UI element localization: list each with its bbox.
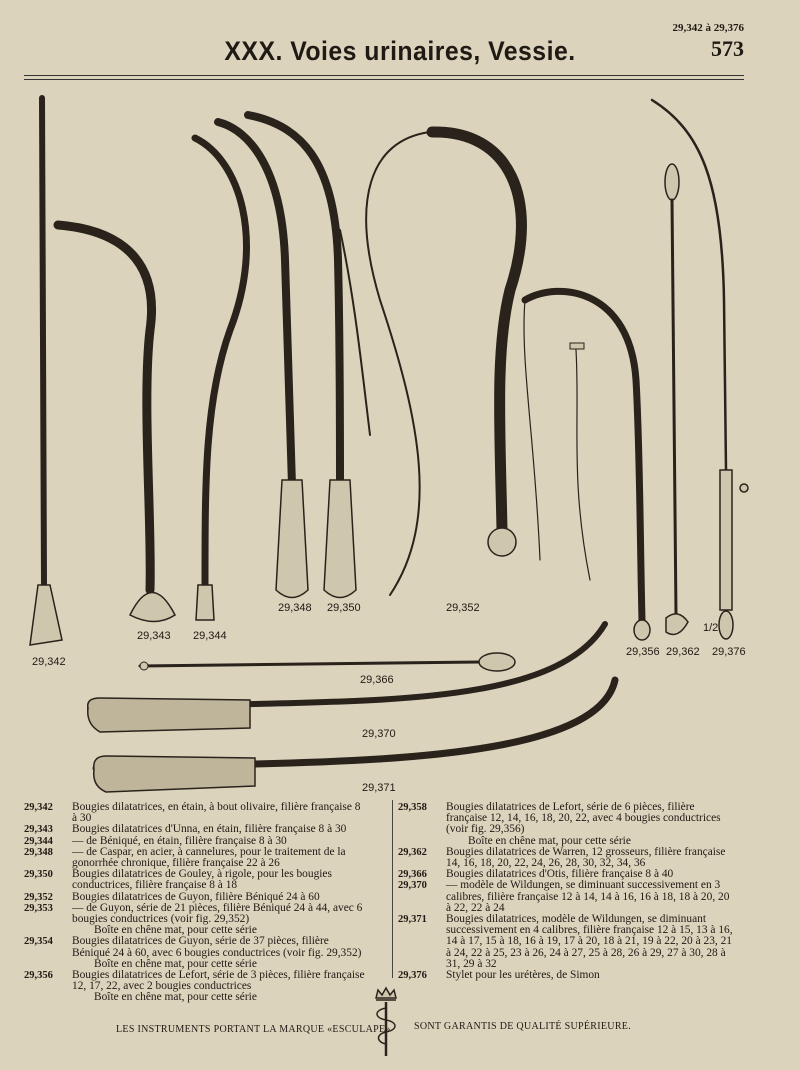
catalog-entry: 29,354 Bougies dilatatrices de Guyon, série de 37 pièces, filière Béniqué 24 à 60, avec 6 bougies conductrices (voir fig. 29,352) xyxy=(24,935,362,959)
figure-label: 29,362 xyxy=(666,646,700,658)
figure-label: 29,376 xyxy=(712,646,746,658)
catalog-entry-box: Boîte en chêne mat, pour cette série xyxy=(94,957,257,970)
figure-label: 29,356 xyxy=(626,646,660,658)
catalog-entry: 29,371 Bougies dilatatrices, modèle de Wildungen, se diminuant successivement en 4 calibres, filière française 12 à 15, 13 à 16, 14 à 17, 15 à 18, 16 à 19, 17 à 20, 18 à 21, 19 à 22, 20 à 23, 21 à 24, 22 à 25, 23 à 26, 24 à 27, 25 à 28, 26 à 29, 27 à 30, 28 à 31, 29 à 32 xyxy=(398,913,733,970)
column-divider xyxy=(392,800,393,978)
footer-text-left: LES INSTRUMENTS PORTANT LA MARQUE «ESCULAPE» xyxy=(116,1024,391,1035)
catalog-entry-box: Boîte en chêne mat, pour cette série xyxy=(94,924,257,937)
header-rule xyxy=(24,75,744,76)
scale-mark: 1/2 xyxy=(703,622,719,634)
item-range: 29,342 à 29,376 xyxy=(672,22,744,34)
figure-label: 29,366 xyxy=(360,674,394,686)
catalog-entry: 29,362 Bougies dilatatrices de Warren, 12 grosseurs, filière française 14, 16, 18, 20, 22, 24, 26, 28, 30, 32, 34, 36 xyxy=(398,845,726,870)
instrument-29366-illustration xyxy=(140,653,515,671)
catalog-entry: 29,342 Bougies dilatatrices, en étain, à bout olivaire, filière française 8 à 30 xyxy=(24,801,361,825)
catalog-entry: 29,344 — de Béniqué, en étain, filière française 8 à 30 xyxy=(24,834,287,847)
instrument-29350-illustration xyxy=(248,115,370,598)
figure-label: 29,344 xyxy=(193,630,227,642)
figure-label: 29,343 xyxy=(137,630,171,642)
instrument-29371-illustration xyxy=(94,680,615,792)
header-rule-double xyxy=(24,79,744,80)
instrument-29362-illustration xyxy=(665,164,688,634)
catalog-entry-box: Boîte en chêne mat, pour cette série xyxy=(468,834,631,847)
catalog-entry: 29,366 Bougies dilatatrices d'Otis, filière française 8 à 40 xyxy=(398,868,674,881)
instrument-29344-illustration xyxy=(195,138,246,620)
instrument-29342-illustration xyxy=(30,98,62,645)
instrument-29348-illustration xyxy=(218,122,308,598)
footer-text-right: SONT GARANTIS DE QUALITÉ SUPÉRIEURE. xyxy=(414,1021,632,1032)
instrument-29343-illustration xyxy=(58,225,175,622)
catalog-entry: 29,350 Bougies dilatatrices de Gouley, à rigole, pour les bougies conductrices, filière française 8 à 18 xyxy=(24,868,332,892)
figure-label: 29,371 xyxy=(362,782,396,794)
catalog-entry: 29,356 Bougies dilatatrices de Lefort, série de 3 pièces, filière française 12, 17, 22, avec 2 bougies conductrices xyxy=(24,969,365,993)
catalog-entry: 29,370 — modèle de Wildungen, se diminuant successivement en 3 calibres, filière française 12 à 14, 14 à 16, 16 à 18, 18 à 20, 20 à 22, 22 à 24 xyxy=(398,879,730,914)
catalog-entry-box: Boîte en chêne mat, pour cette série xyxy=(94,991,257,1004)
figure-label: 29,352 xyxy=(446,602,480,614)
conductor-wire-illustration xyxy=(570,343,590,580)
figure-label: 29,370 xyxy=(362,728,396,740)
catalog-entry: 29,376 Stylet pour les urétères, de Simon xyxy=(398,969,600,982)
figure-label: 29,342 xyxy=(32,656,66,668)
catalog-column-left xyxy=(24,802,368,1004)
figure-label: 29,348 xyxy=(278,602,312,614)
figure-label: 29,350 xyxy=(327,602,361,614)
catalog-entry: 29,358 Bougies dilatatrices de Lefort, série de 6 pièces, filière française 12, 14, 16, 18, 20, 22, avec 4 bougies conductrices (voir fig. 29,356) xyxy=(398,801,721,836)
instrument-29352-illustration xyxy=(366,132,521,595)
catalog-entry: 29,348 — de Caspar, en acier, à cannelures, pour le traitement de la gonorrhée chronique, filière française 22 à 26 xyxy=(24,845,346,870)
page-title: XXX. Voies urinaires, Vessie. xyxy=(224,36,576,66)
instrument-29356-illustration xyxy=(524,291,650,640)
catalog-entry: 29,343 Bougies dilatatrices d'Unna, en étain, filière française 8 à 30 xyxy=(24,823,347,836)
catalog-entry: 29,353 — de Guyon, série de 21 pièces, filière Béniqué 24 à 44, avec 6 bougies conductrices (voir fig. 29,352) xyxy=(24,901,363,926)
catalog-entry: 29,352 Bougies dilatatrices de Guyon, filière Béniqué 24 à 60 xyxy=(24,890,320,903)
page-number: 573 xyxy=(711,36,744,61)
catalog-column-right xyxy=(398,802,734,981)
instrument-illustration xyxy=(0,82,800,797)
esculape-logo xyxy=(368,986,404,1058)
